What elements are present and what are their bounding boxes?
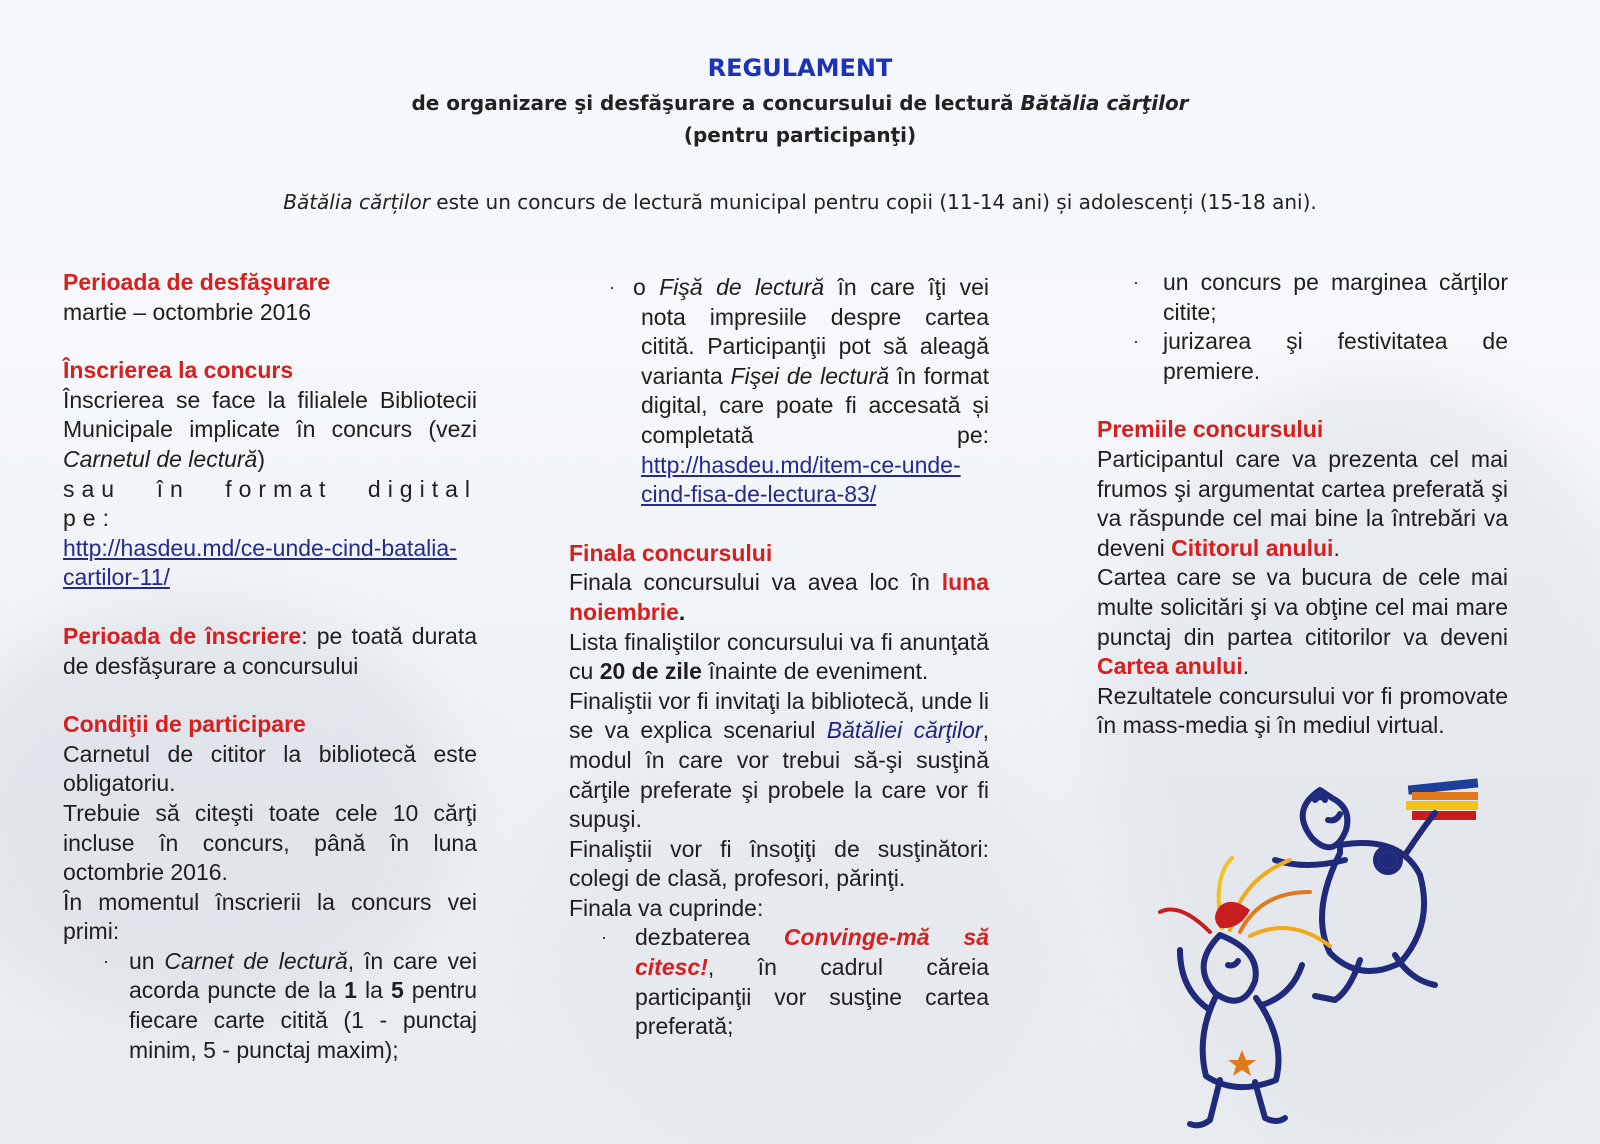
list-item <box>1097 268 1508 327</box>
list-item <box>569 273 989 510</box>
bullet-italic: Fişă de lectură <box>659 274 825 300</box>
final-italic: Bătăliei cărţilor <box>826 717 983 744</box>
heading-period: Perioada de desfăşurare <box>63 269 331 295</box>
signup-link[interactable]: http://hasdeu.md/ce-unde-cind-batalia-cartilor-11/ <box>63 534 457 591</box>
child-left-icon <box>1180 935 1302 1125</box>
prize-red: Cititorul anului <box>1171 534 1334 561</box>
bullet-text: o <box>633 274 660 300</box>
heading-signup: Înscrierea la concurs <box>63 357 294 384</box>
bullet-text: jurizarea şi festivitatea de premiere. <box>1163 328 1508 384</box>
conditions-text-3: În momentul înscrierii la concurs vei primi: <box>63 888 477 945</box>
final-text: Finala concursului va avea loc în <box>569 569 942 596</box>
bullet-bold: 5 <box>390 977 404 1004</box>
bullet-icon: · <box>1133 331 1139 352</box>
prize-end: . <box>1242 653 1250 680</box>
hair-streaks-icon <box>1160 858 1330 946</box>
column-2 <box>569 273 989 1042</box>
prize-text: Cartea care se va bucura de cele mai multe solicitări şi va obţine cel mai mare punctaj din partea cititorilor va deveni <box>1097 564 1508 650</box>
signup-italic: Carnetul de lectură <box>63 445 258 472</box>
star-icon <box>1228 1050 1256 1076</box>
books-stack-icon <box>1406 778 1478 820</box>
conditions-text-2: Trebuie să citeşti toate cele 10 cărţi incluse în concurs, până în luna octombrie 2016. <box>63 799 477 886</box>
conditions-text-1: Carnetul de cititor la bibliotecă este obligatoriu. <box>63 740 477 797</box>
signup-text-2: ) <box>257 445 266 472</box>
final-text: Lista finaliştilor concursului va fi anunţată cu <box>569 628 989 685</box>
final-text-2 <box>569 628 989 687</box>
prize-text-2 <box>1097 563 1508 681</box>
signup-period <box>63 622 477 681</box>
bullet-text: un concurs pe marginea cărţilor citite; <box>1163 269 1508 325</box>
subtitle-italic: Bătălia cărţilor <box>1020 91 1189 115</box>
heading-conditions: Condiţii de participare <box>63 711 306 738</box>
final-text-3 <box>569 687 989 835</box>
final-text-4: Finaliştii vor fi însoţiţi de susţinători: colegi de clasă, profesori, părinţi. <box>569 835 989 892</box>
bullet-text: la <box>356 977 391 1004</box>
bullet-bold: 1 <box>344 977 357 1004</box>
prize-text-3: Rezultatele concursului vor fi promovate în mass-media şi în mediul virtual. <box>1097 682 1508 739</box>
final-text: Finaliştii vor fi invitaţi la bibliotecă, unde li se va explica scenariul <box>569 687 989 744</box>
document-header <box>0 54 1600 155</box>
fisa-link[interactable]: http://hasdeu.md/item-ce-unde-cind-fisa-de-lectura-83/ <box>641 451 961 508</box>
signup-period-text: : pe toată durata de desfăşurare a concursului <box>63 622 477 679</box>
final-text-5: Finala va cuprinde: <box>569 894 764 921</box>
children-books-illustration <box>1150 760 1580 1130</box>
final-text: înainte de eveniment. <box>701 658 929 685</box>
list-item <box>569 923 989 1041</box>
document-title: REGULAMENT <box>707 54 893 82</box>
bullet-text: pentru fiecare carte citită (1 - punctaj minim, 5 - punctaj maxim); <box>129 977 478 1063</box>
bullet-icon: · <box>103 950 109 971</box>
heading-final: Finala concursului <box>569 539 773 566</box>
final-text-1 <box>569 568 989 627</box>
prize-end: . <box>1333 534 1340 561</box>
intro-paragraph <box>0 190 1600 214</box>
intro-text: este un concurs de lectură municipal pentru copii (11-14 ani) și adolescenți (15-18 ani). <box>429 190 1317 214</box>
prize-text: Participantul care va prezenta cel mai frumos şi argumentat cartea preferată şi va răspunde cel mai bine la întrebări va deveni <box>1097 445 1508 561</box>
document-subtitle <box>0 91 1600 115</box>
heading-prizes: Premiile concursului <box>1097 416 1324 443</box>
list-item <box>1097 327 1508 386</box>
signup-digital: sau în format digital pe: <box>63 475 477 532</box>
period-text: martie – octombrie 2016 <box>63 298 312 325</box>
subtitle-text: de organizare şi desfăşurare a concursului de lectură <box>411 91 1021 115</box>
column-1 <box>63 268 477 1065</box>
bullet-text: , în cadrul căreia participanţii vor susţine cartea preferată; <box>635 954 989 1040</box>
bullet-text: dezbaterea <box>635 924 784 951</box>
heading-signup-period: Perioada de înscriere <box>63 622 302 649</box>
prize-red: Cartea anului <box>1097 653 1243 680</box>
bullet-red: Convinge-mă să citesc! <box>635 924 990 981</box>
bullet-text: în care îţi vei nota impresiile despre cartea citită. Participanţii pot să aleagă varianta <box>641 274 989 389</box>
document-subtitle-2: (pentru participanţi) <box>683 123 917 147</box>
final-bold: 20 de zile <box>599 658 702 685</box>
intro-italic: Bătălia cărților <box>283 190 430 214</box>
final-red: luna noiembrie <box>569 569 989 625</box>
bullet-text: în format digital, care poate fi accesată și completată pe: <box>641 362 989 448</box>
signup-text-1: Înscrierea se face la filialele Bibliotecii Municipale implicate în concurs (vezi <box>63 386 477 443</box>
bullet-text: , în care vei acorda puncte de la <box>129 947 477 1004</box>
prize-text-1 <box>1097 445 1508 563</box>
bullet-icon: · <box>609 277 615 297</box>
signup-text <box>63 386 477 475</box>
column-3 <box>1097 268 1508 741</box>
bullet-italic: Fişei de lectură <box>730 362 890 389</box>
final-text: , modul în care vor trebui să-şi susţină cărţile preferate şi probele la care vor fi supuşi. <box>569 717 989 833</box>
list-item <box>63 947 477 1065</box>
bullet-icon: · <box>601 927 607 948</box>
final-end: . <box>678 598 686 625</box>
bullet-icon: · <box>1133 272 1139 292</box>
bullet-italic: Carnet de lectură <box>164 947 348 974</box>
bullet-text: un <box>129 947 165 974</box>
